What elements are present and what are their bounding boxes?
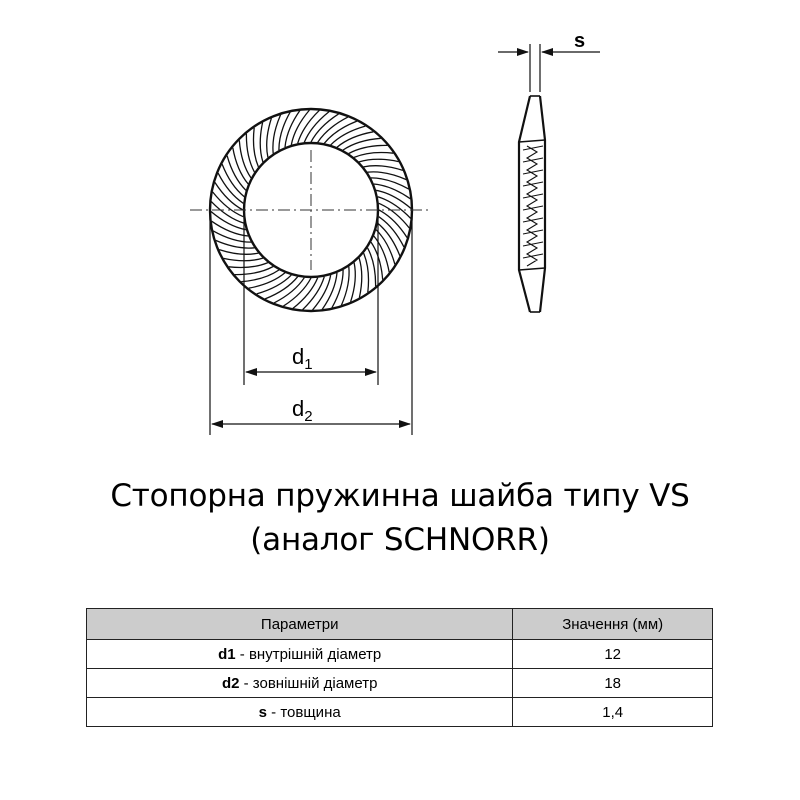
serration-line [359, 159, 398, 162]
param-symbol: d2 [221, 674, 240, 692]
value-cell: 12 [513, 640, 713, 669]
serration-line [364, 166, 403, 171]
product-title-line1: Стопорна пружинна шайба типу VS [110, 478, 690, 514]
header-value-mm: Значення (мм) [513, 609, 713, 640]
serration-line [219, 250, 258, 255]
serration-line [274, 278, 304, 303]
serration-line [311, 114, 339, 142]
product-title [0, 474, 800, 562]
serration-line [313, 275, 331, 310]
table-header-row [87, 609, 713, 640]
table-row [87, 640, 713, 669]
serration-line [293, 278, 318, 309]
param-description: - зовнішній діаметр [239, 674, 378, 692]
serration-line [376, 190, 411, 208]
serration-line [291, 110, 309, 145]
serration-line [379, 203, 410, 228]
serration-line [364, 253, 369, 292]
serration-line [267, 118, 272, 157]
dimension-s-label: s [574, 30, 586, 52]
serration-line [211, 212, 246, 230]
serration-line [298, 110, 320, 143]
serration-line [224, 258, 263, 261]
serration-line [379, 217, 404, 247]
serration-line [378, 223, 400, 256]
serration-line [378, 197, 411, 219]
table-row [87, 669, 713, 698]
param-symbol: s [258, 703, 267, 721]
serration-line [351, 263, 356, 302]
value-cell: 1,4 [513, 698, 713, 727]
param-description: - товщина [267, 703, 341, 721]
param-description: - внутрішній діаметр [235, 645, 382, 663]
table-row [87, 698, 713, 727]
dimension-d1-label: $d_1$ [292, 344, 313, 373]
serration-line [359, 258, 362, 297]
header-parameters: Параметри [87, 609, 513, 640]
washer-side-view [519, 96, 545, 312]
serration-line [379, 210, 407, 238]
specifications-table [86, 608, 713, 727]
serration-line [354, 152, 393, 157]
serration-line [218, 173, 243, 203]
serration-line [229, 263, 268, 268]
dimension-d2-label: $d_2$ [292, 396, 313, 425]
product-title-line2: (аналог SCHNORR) [250, 522, 550, 558]
serration-line [211, 202, 244, 224]
param-cell [87, 698, 513, 727]
serration-line [253, 128, 258, 167]
serration-line [222, 164, 244, 197]
serration-line [318, 117, 348, 142]
serration-line [260, 123, 263, 162]
serration-line [213, 192, 244, 217]
param-cell [87, 669, 513, 698]
param-symbol: d1 [218, 645, 236, 663]
serration-line [303, 277, 325, 310]
serration-line [215, 182, 243, 210]
value-cell: 18 [513, 669, 713, 698]
param-cell [87, 640, 513, 669]
serration-line [265, 277, 298, 299]
serration-line [304, 112, 329, 143]
serration-line [283, 278, 311, 306]
washer-front-view [190, 109, 428, 311]
serration-line [324, 121, 357, 143]
